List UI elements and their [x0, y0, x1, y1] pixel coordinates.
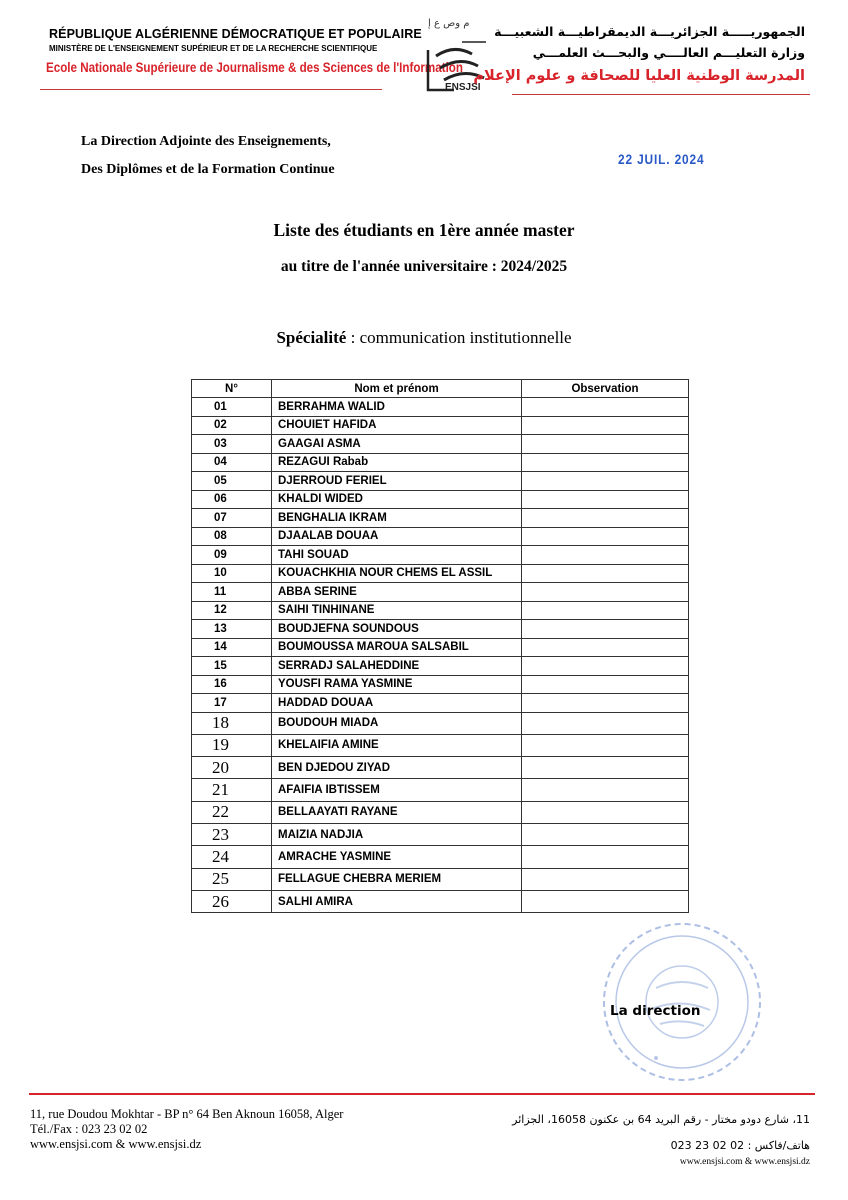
- table-header-row: [192, 380, 689, 398]
- footer-website-ar: www.ensjsi.com & www.ensjsi.dz: [679, 1157, 810, 1167]
- footer-divider: [29, 1093, 815, 1095]
- table-row: [192, 757, 689, 779]
- student-number: 02: [192, 416, 272, 435]
- header-number: N°: [192, 380, 272, 398]
- student-name: KHELAIFIA AMINE: [272, 734, 522, 756]
- student-observation: [522, 694, 689, 713]
- student-observation: [522, 583, 689, 602]
- student-number: 26: [192, 890, 272, 912]
- student-observation: [522, 453, 689, 472]
- table-row: [192, 398, 689, 417]
- student-observation: [522, 472, 689, 491]
- student-observation: [522, 398, 689, 417]
- student-number: 01: [192, 398, 272, 417]
- footer-address-ar: 11، شارع دودو مختار - رقم البريد 64 بن عكنون 16058، الجزائر: [512, 1113, 810, 1126]
- student-observation: [522, 675, 689, 694]
- table-row: [192, 846, 689, 868]
- student-observation: [522, 823, 689, 845]
- student-name: YOUSFI RAMA YASMINE: [272, 675, 522, 694]
- student-name: BOUDJEFNA SOUNDOUS: [272, 620, 522, 639]
- document-subtitle: au titre de l'année universitaire : 2024/2025: [280, 258, 568, 275]
- table-row: [192, 453, 689, 472]
- speciality-value: communication institutionnelle: [359, 328, 572, 347]
- student-number: 13: [192, 620, 272, 639]
- student-observation: [522, 509, 689, 528]
- student-name: BEN DJEDOU ZIYAD: [272, 757, 522, 779]
- student-name: AFAIFIA IBTISSEM: [272, 779, 522, 801]
- student-number: 24: [192, 846, 272, 868]
- student-name: AMRACHE YASMINE: [272, 846, 522, 868]
- student-observation: [522, 868, 689, 890]
- table-row: [192, 564, 689, 583]
- table-row: [192, 657, 689, 676]
- student-number: 16: [192, 675, 272, 694]
- table-row: [192, 472, 689, 491]
- table-row: [192, 435, 689, 454]
- header-ministry-ar: وزارة التعليـــم العالــــي والبحـــث العلمـــي: [532, 45, 805, 60]
- student-name: BELLAAYATI RAYANE: [272, 801, 522, 823]
- header-ministry-fr: MINISTÈRE DE L'ENSEIGNEMENT SUPÉRIEUR ET DE LA RECHERCHE SCIENTIFIQUE: [49, 44, 378, 53]
- table-row: [192, 509, 689, 528]
- student-number: 05: [192, 472, 272, 491]
- student-number: 04: [192, 453, 272, 472]
- table-row: [192, 638, 689, 657]
- speciality-separator: :: [346, 328, 360, 347]
- student-observation: [522, 757, 689, 779]
- table-row: [192, 675, 689, 694]
- table-row: [192, 546, 689, 565]
- student-name: BOUMOUSSA MAROUA SALSABIL: [272, 638, 522, 657]
- student-name: HADDAD DOUAA: [272, 694, 522, 713]
- header-school-fr: Ecole Nationale Supérieure de Journalisme & des Sciences de l'Information: [46, 60, 463, 75]
- student-name: REZAGUI Rabab: [272, 453, 522, 472]
- table-row: [192, 694, 689, 713]
- footer-website-fr: www.ensjsi.com & www.ensjsi.dz: [30, 1137, 202, 1151]
- student-name: DJAALAB DOUAA: [272, 527, 522, 546]
- table-row: [192, 779, 689, 801]
- student-number: 21: [192, 779, 272, 801]
- student-number: 22: [192, 801, 272, 823]
- table-row: [192, 801, 689, 823]
- student-number: 08: [192, 527, 272, 546]
- direction-line-1: La Direction Adjointe des Enseignements,: [81, 134, 331, 149]
- student-number: 10: [192, 564, 272, 583]
- student-observation: [522, 435, 689, 454]
- student-observation: [522, 846, 689, 868]
- student-observation: [522, 416, 689, 435]
- footer-address-fr: 11, rue Doudou Mokhtar - BP n° 64 Ben Aknoun 16058, Alger: [30, 1107, 344, 1121]
- date-stamp: 22 JUIL. 2024: [618, 151, 705, 167]
- student-number: 06: [192, 490, 272, 509]
- official-stamp: [596, 918, 768, 1086]
- student-number: 14: [192, 638, 272, 657]
- student-observation: [522, 601, 689, 620]
- student-name: SALHI AMIRA: [272, 890, 522, 912]
- header-republic-ar: الجمهوريـــــة الجزائريـــة الديمقراطيـــة الشعبيـــة: [494, 24, 805, 39]
- student-observation: [522, 546, 689, 565]
- student-observation: [522, 527, 689, 546]
- document-title: Liste des étudiants en 1ère année master: [273, 220, 575, 240]
- student-observation: [522, 779, 689, 801]
- table-body: [192, 398, 689, 913]
- header-name: Nom et prénom: [272, 380, 522, 398]
- student-number: 19: [192, 734, 272, 756]
- student-number: 17: [192, 694, 272, 713]
- table-row: [192, 490, 689, 509]
- student-observation: [522, 890, 689, 912]
- student-number: 15: [192, 657, 272, 676]
- header-republic-fr: RÉPUBLIQUE ALGÉRIENNE DÉMOCRATIQUE ET POPULAIRE: [49, 27, 422, 41]
- table-row: [192, 712, 689, 734]
- table-row: [192, 620, 689, 639]
- speciality-line: [0, 328, 848, 348]
- header-divider-right: [512, 94, 810, 95]
- student-number: 07: [192, 509, 272, 528]
- student-observation: [522, 620, 689, 639]
- student-number: 12: [192, 601, 272, 620]
- header-divider-left: [40, 89, 382, 90]
- header-observation: Observation: [522, 380, 689, 398]
- student-name: TAHI SOUAD: [272, 546, 522, 565]
- student-name: SERRADJ SALAHEDDINE: [272, 657, 522, 676]
- student-name: BENGHALIA IKRAM: [272, 509, 522, 528]
- student-number: 23: [192, 823, 272, 845]
- student-number: 25: [192, 868, 272, 890]
- table-row: [192, 734, 689, 756]
- student-number: 20: [192, 757, 272, 779]
- student-name: SAIHI TINHINANE: [272, 601, 522, 620]
- header-school-ar: المدرسة الوطنية العليا للصحافة و علوم الإعلام: [473, 68, 805, 84]
- logo-arabic-text: م وص ع إ: [428, 18, 470, 29]
- student-name: KOUACHKHIA NOUR CHEMS EL ASSIL: [272, 564, 522, 583]
- footer-phone-ar: هاتف/فاكس : 02 02 23 023: [670, 1139, 810, 1152]
- student-observation: [522, 490, 689, 509]
- student-number: 03: [192, 435, 272, 454]
- student-observation: [522, 657, 689, 676]
- student-name: CHOUIET HAFIDA: [272, 416, 522, 435]
- stamp-seal-icon: [596, 918, 768, 1086]
- table-row: [192, 527, 689, 546]
- speciality-label: Spécialité: [276, 328, 347, 347]
- table-row: [192, 890, 689, 912]
- direction-line-2: Des Diplômes et de la Formation Continue: [81, 162, 335, 177]
- table-row: [192, 601, 689, 620]
- student-observation: [522, 638, 689, 657]
- footer-phone-fr: Tél./Fax : 023 23 02 02: [30, 1122, 148, 1136]
- student-name: DJERROUD FERIEL: [272, 472, 522, 491]
- table-row: [192, 583, 689, 602]
- student-observation: [522, 564, 689, 583]
- student-name: MAIZIA NADJIA: [272, 823, 522, 845]
- student-observation: [522, 801, 689, 823]
- student-observation: [522, 712, 689, 734]
- student-name: KHALDI WIDED: [272, 490, 522, 509]
- student-name: FELLAGUE CHEBRA MERIEM: [272, 868, 522, 890]
- signature-label: La direction: [610, 1003, 701, 1019]
- table-row: [192, 868, 689, 890]
- student-name: BERRAHMA WALID: [272, 398, 522, 417]
- student-number: 09: [192, 546, 272, 565]
- student-number: 18: [192, 712, 272, 734]
- student-name: BOUDOUH MIADA: [272, 712, 522, 734]
- logo-acronym: ENSJSI: [445, 82, 481, 93]
- student-name: ABBA SERINE: [272, 583, 522, 602]
- student-number: 11: [192, 583, 272, 602]
- students-table: [191, 379, 689, 913]
- student-observation: [522, 734, 689, 756]
- table-row: [192, 823, 689, 845]
- student-name: GAAGAI ASMA: [272, 435, 522, 454]
- table-row: [192, 416, 689, 435]
